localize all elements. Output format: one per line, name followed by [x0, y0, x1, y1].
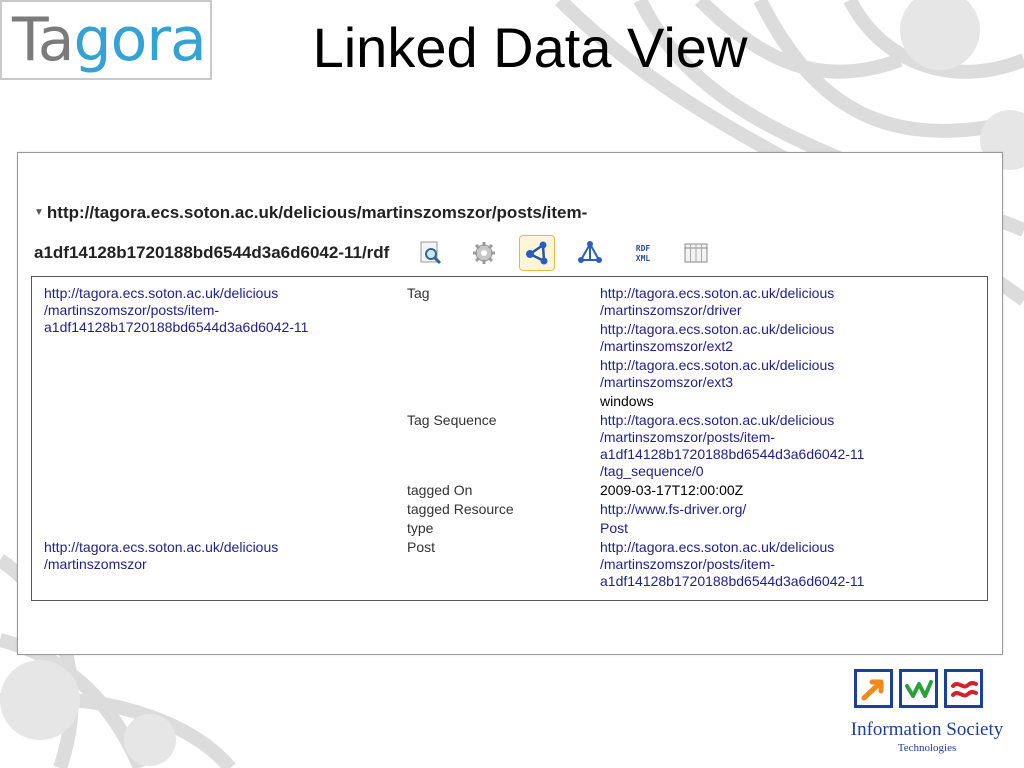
- object-link-line[interactable]: /martinszomszor/ext2: [600, 338, 734, 354]
- linked-data-panel: [17, 152, 1003, 655]
- object-literal: 2009-03-17T12:00:00Z: [600, 482, 744, 498]
- object-link-line[interactable]: /martinszomszor/posts/item-: [600, 556, 776, 572]
- xml-icon-label: XML: [636, 254, 651, 263]
- table-row: [32, 499, 987, 518]
- graph-nodes-icon[interactable]: [519, 235, 555, 271]
- predicate-tag-sequence: Tag Sequence: [407, 412, 497, 428]
- object-link-line[interactable]: /martinszomszor/ext3: [600, 374, 734, 390]
- object-link-line[interactable]: /martinszomszor/posts/item-: [600, 429, 776, 445]
- table-row: [32, 285, 987, 319]
- object-link-line[interactable]: http://tagora.ecs.soton.ac.uk/delicious: [600, 285, 835, 301]
- table-row: [32, 480, 987, 499]
- object-link-line[interactable]: a1df14128b1720188bd6544d3a6d6042-11: [600, 446, 865, 462]
- rdf-xml-icon[interactable]: [625, 235, 661, 271]
- subject-link-line[interactable]: /martinszomszor: [44, 556, 147, 572]
- object-link-line[interactable]: http://tagora.ecs.soton.ac.uk/delicious: [600, 321, 835, 337]
- wave-icon: [899, 669, 938, 708]
- arrow-icon: [854, 669, 893, 708]
- object-link-line[interactable]: http://tagora.ecs.soton.ac.uk/delicious: [600, 539, 835, 555]
- predicate-type: type: [407, 520, 434, 536]
- gear-icon[interactable]: [466, 235, 502, 271]
- ist-logo-subtitle: Technologies: [897, 742, 957, 754]
- resource-uri-line2: a1df14128b1720188bd6544d3a6d6042-11/rdf: [34, 243, 390, 262]
- object-link-line[interactable]: http://tagora.ecs.soton.ac.uk/delicious: [600, 357, 835, 373]
- rdf-icon-label: RDF: [636, 244, 651, 253]
- object-link-line[interactable]: http://tagora.ecs.soton.ac.uk/delicious: [600, 412, 835, 428]
- table-row: [32, 518, 987, 537]
- table-icon[interactable]: [678, 235, 714, 271]
- approx-icon: [944, 669, 983, 708]
- resource-uri-line1: http://tagora.ecs.soton.ac.uk/delicious/martinszomszor/posts/item-: [46, 203, 588, 222]
- predicate-post: Post: [407, 539, 436, 555]
- object-link[interactable]: Post: [600, 520, 629, 536]
- tagora-logo-text: Tagora: [12, 5, 206, 75]
- object-link-line[interactable]: a1df14128b1720188bd6544d3a6d6042-11: [600, 573, 865, 589]
- resource-heading: [34, 201, 994, 277]
- subject-link-line[interactable]: http://tagora.ecs.soton.ac.uk/delicious: [44, 285, 279, 301]
- tagora-logo[interactable]: [0, 0, 212, 80]
- table-row: [32, 410, 987, 480]
- object-link-line[interactable]: /tag_sequence/0: [600, 463, 704, 479]
- triples-table: [31, 276, 988, 601]
- object-link[interactable]: http://www.fs-driver.org/: [600, 501, 747, 517]
- ist-logo-name: Information Society: [850, 719, 1004, 740]
- predicate-tagged-resource: tagged Resource: [407, 501, 514, 517]
- subject-link-line[interactable]: /martinszomszor/posts/item-: [44, 302, 220, 318]
- subject-link-line[interactable]: a1df14128b1720188bd6544d3a6d6042-11: [44, 319, 309, 335]
- collapse-triangle-icon[interactable]: ▼: [34, 207, 44, 218]
- magnifier-doc-icon[interactable]: [413, 235, 449, 271]
- subject-link-line[interactable]: http://tagora.ecs.soton.ac.uk/delicious: [44, 539, 279, 555]
- table-row: [32, 537, 987, 590]
- predicate-tagged-on: tagged On: [407, 482, 473, 498]
- ist-logo: [834, 665, 1020, 765]
- object-literal: windows: [600, 393, 654, 409]
- object-link-line[interactable]: /martinszomszor/driver: [600, 302, 742, 318]
- slide-title: Linked Data View: [312, 16, 748, 79]
- ist-logo-boxes: [854, 669, 989, 708]
- view-toolbar: [413, 235, 731, 271]
- triangle-nodes-icon[interactable]: [572, 235, 608, 271]
- predicate-tag: Tag: [407, 285, 430, 301]
